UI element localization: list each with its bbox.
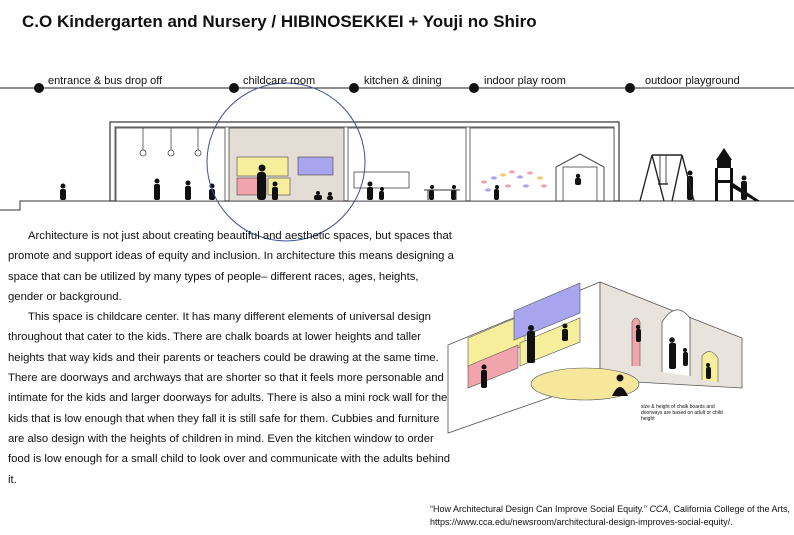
body-paragraph-1: Architecture is not just about creating beautiful and aesthetic spaces, but spaces that promote and support ideas of equity and inclusion. In architecture this means designing a space that can be utilized by many types of people– different races, ages, heights, gender or background. bbox=[8, 230, 454, 303]
timeline-label-indoor: indoor play room bbox=[484, 75, 566, 87]
citation bbox=[430, 503, 790, 529]
timeline-label-childcare: childcare room bbox=[243, 75, 316, 87]
timeline-label-entrance: entrance & bus drop off bbox=[48, 75, 163, 87]
body-paragraph-2: This space is childcare center. It has many different elements of universal design throughout that cater to the kids. There are chalk boards at lower heights and taller heights that way kids and their parents or teachers could be drawing at the same time. There are doorways and archways that are shorter so that it feels more personable and intimate for the kids and larger doorways for adults. There is also a mini rock wall for the kids that is low enough that when they fall it is still safe for them. Cubbies and furniture are also design with the heights of children in mind. Even the kitchen window to order food is low enough for a small child to look over and communicate with the adults behind it. bbox=[8, 311, 451, 486]
timeline-label-outdoor: outdoor playground bbox=[645, 75, 740, 87]
diagram-note: size & height of chalk boards and doorways are based on adult or child height bbox=[641, 404, 723, 422]
citation-source: CCA bbox=[649, 504, 669, 514]
citation-url: https://www.cca.edu/newsroom/architectural-design-improves-social-equity/. bbox=[430, 517, 733, 527]
citation-rest: , California College of the Arts, bbox=[668, 504, 791, 514]
page-title: C.O Kindergarten and Nursery / HIBINOSEKKEI + Youji no Shiro bbox=[22, 12, 537, 31]
citation-quote: “How Architectural Design Can Improve Social Equity.” bbox=[430, 504, 647, 514]
timeline-label-kitchen: kitchen & dining bbox=[364, 75, 442, 87]
